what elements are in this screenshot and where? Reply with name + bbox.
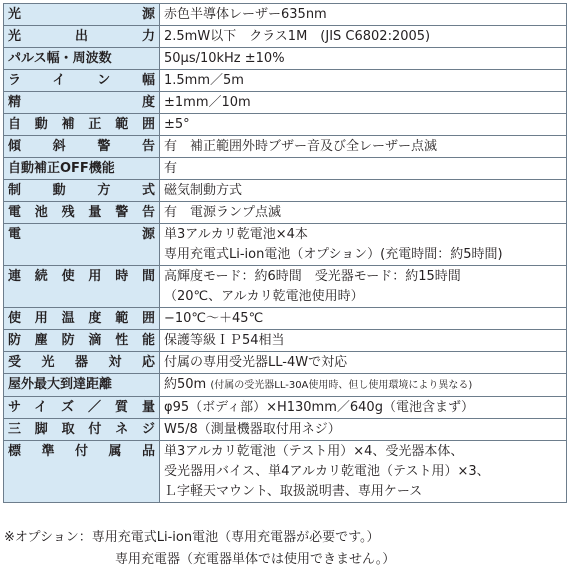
- spec-value-line: ±1mm／10m: [164, 95, 251, 110]
- spec-value-line: 単3アルカリ乾電池×4本: [164, 227, 308, 242]
- spec-value-line: 付属の専用受光器LL-4Wで対応: [164, 355, 348, 370]
- spec-value-line: （20℃、アルカリ乾電池使用時）: [164, 289, 364, 304]
- spec-row: [4, 397, 567, 419]
- spec-value: [160, 330, 567, 352]
- spec-value: [160, 352, 567, 374]
- spec-value-line: 有: [164, 161, 178, 176]
- spec-row: [4, 114, 567, 136]
- spec-value-line: φ95（ボディ部）×H130mm／640g（電池含まず）: [164, 400, 474, 415]
- spec-value: [160, 441, 567, 503]
- spec-label: 制動方式: [4, 180, 160, 202]
- spec-value-line: 受光器用バイス、単4アルカリ乾電池（テスト用）×3、: [164, 464, 490, 479]
- spec-value-line: 有 補正範囲外時ブザー音及び全レーザー点滅: [164, 139, 438, 154]
- spec-row: [4, 158, 567, 180]
- spec-row: [4, 308, 567, 330]
- spec-value: [160, 136, 567, 158]
- spec-value-line: [164, 375, 562, 396]
- spec-label: 傾斜警告: [4, 136, 160, 158]
- spec-row: [4, 202, 567, 224]
- spec-row: [4, 70, 567, 92]
- spec-value: [160, 4, 567, 26]
- spec-value-note: (付属の受光器LL-30A使用時、但し使用環境により異なる): [210, 380, 473, 391]
- spec-value-line: 磁気制動方式: [164, 183, 243, 198]
- spec-value: [160, 48, 567, 70]
- spec-label: 精度: [4, 92, 160, 114]
- option-notes: [4, 527, 395, 571]
- spec-row: [4, 180, 567, 202]
- spec-label: 連続使用時間: [4, 266, 160, 308]
- spec-value-line: 保護等級ＩＰ54相当: [164, 333, 285, 348]
- spec-value-main: 約50m: [164, 377, 207, 392]
- spec-label: 標準付属品: [4, 441, 160, 503]
- spec-value-line: 高輝度モード：約6時間 受光器モード：約15時間: [164, 269, 461, 284]
- spec-row: [4, 4, 567, 26]
- spec-label: 自動補正OFF機能: [4, 158, 160, 180]
- spec-row: [4, 330, 567, 352]
- option-note-line-2: 専用充電器（充電器単体では使用できません。）: [115, 552, 396, 567]
- spec-row: [4, 352, 567, 374]
- spec-label: ライン幅: [4, 70, 160, 92]
- spec-label: 電池残量警告: [4, 202, 160, 224]
- spec-label: 三脚取付ネジ: [4, 419, 160, 441]
- spec-row: [4, 374, 567, 397]
- option-note-line-1: ※オプション：専用充電式Li-ion電池（専用充電器が必要です。）: [4, 530, 380, 545]
- spec-label: 防塵防滴性能: [4, 330, 160, 352]
- spec-label: サイズ／質量: [4, 397, 160, 419]
- spec-value: [160, 70, 567, 92]
- spec-label: 光源: [4, 4, 160, 26]
- spec-row: [4, 419, 567, 441]
- spec-value: [160, 92, 567, 114]
- spec-row: [4, 136, 567, 158]
- spec-table-body: [4, 4, 567, 503]
- spec-value-line: ±5°: [164, 117, 190, 132]
- spec-value: [160, 419, 567, 441]
- spec-value: [160, 202, 567, 224]
- spec-value-line: 赤色半導体レーザー635nm: [164, 7, 327, 22]
- spec-row: [4, 26, 567, 48]
- spec-value-line: −10℃〜＋45℃: [164, 311, 264, 326]
- spec-label: パルス幅・周波数: [4, 48, 160, 70]
- spec-value: [160, 26, 567, 48]
- spec-label: 受光器対応: [4, 352, 160, 374]
- spec-value-line: W5/8（測量機器取付用ネジ）: [164, 422, 341, 437]
- spec-value-line: 2.5mW以下 クラス1M (JIS C6802:2005): [164, 29, 431, 44]
- spec-label: 屋外最大到達距離: [4, 374, 160, 397]
- spec-value-line: Ｌ字軽天マウント、取扱説明書、専用ケース: [164, 484, 423, 499]
- spec-value: [160, 308, 567, 330]
- spec-value: [160, 266, 567, 308]
- spec-row: [4, 48, 567, 70]
- spec-value: [160, 397, 567, 419]
- spec-row: [4, 441, 567, 503]
- spec-label: 光出力: [4, 26, 160, 48]
- spec-table: [3, 3, 567, 503]
- spec-row: [4, 266, 567, 308]
- spec-row: [4, 224, 567, 266]
- spec-value-line: 50μs/10kHz ±10%: [164, 51, 285, 66]
- spec-label: 電源: [4, 224, 160, 266]
- spec-value-line: 有 電源ランプ点滅: [164, 205, 282, 220]
- spec-value: [160, 374, 567, 397]
- spec-value: [160, 180, 567, 202]
- spec-value-line: 単3アルカリ乾電池（テスト用）×4、受光器本体、: [164, 444, 464, 459]
- spec-row: [4, 92, 567, 114]
- spec-value-line: 1.5mm／5m: [164, 73, 244, 88]
- spec-value: [160, 224, 567, 266]
- spec-label: 使用温度範囲: [4, 308, 160, 330]
- spec-value: [160, 114, 567, 136]
- spec-value-line: 専用充電式Li-ion電池（オプション）(充電時間：約5時間): [164, 247, 503, 262]
- spec-value: [160, 158, 567, 180]
- spec-label: 自動補正範囲: [4, 114, 160, 136]
